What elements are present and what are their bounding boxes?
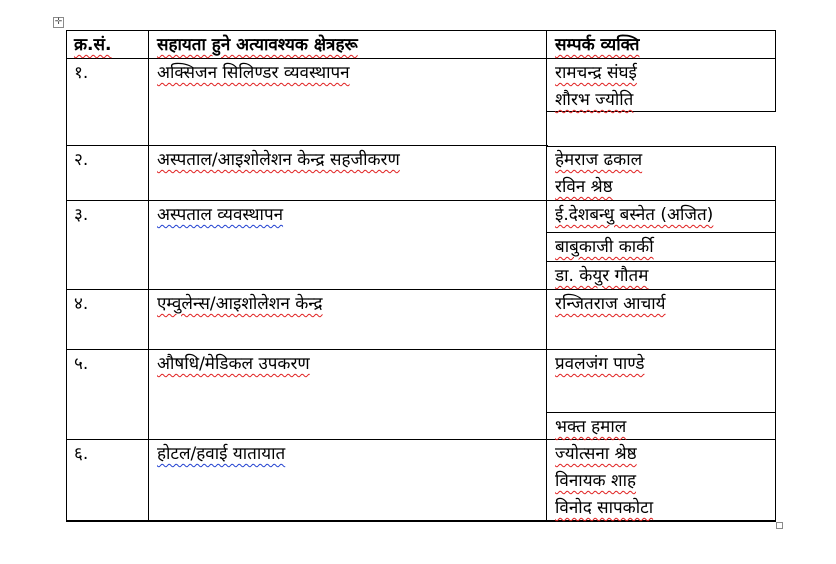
contact-person: प्रवलजंग पाण्डे — [555, 354, 645, 374]
row-area: एम्वुलेन्स/आइशोलेशन केन्द्र — [157, 294, 323, 314]
contact-person: विनायक शाह — [555, 471, 637, 491]
contact-person: विनोद सापकोटा — [555, 498, 654, 518]
row-area: अस्पताल व्यवस्थापन — [157, 205, 284, 225]
contact-person: ई.देशबन्धु बस्नेत (अजित) — [555, 205, 714, 225]
contact-person: शौरभ ज्योति — [555, 90, 634, 110]
row-area: होटल/हवाई यातायात — [157, 444, 286, 464]
contact-person: ज्योत्सना श्रेष्ठ — [555, 444, 637, 464]
table-rule — [66, 520, 776, 522]
table-rule — [775, 146, 776, 521]
row-serial: ३. — [74, 205, 89, 225]
table-rule — [66, 30, 776, 31]
contact-person: भक्त हमाल — [555, 417, 627, 437]
table-rule — [148, 30, 149, 521]
header-area: सहायता हुने अत्यावश्यक क्षेत्रहरू — [157, 35, 358, 55]
contact-person: बाबुकाजी कार्की — [555, 237, 654, 257]
contact-person: रामचन्द्र संघई — [555, 63, 637, 83]
header-contact: सम्पर्क व्यक्ति — [555, 35, 640, 55]
contact-person: हेमराज ढकाल — [555, 150, 643, 170]
row-area: औषधि/मेडिकल उपकरण — [157, 354, 310, 374]
row-area: अक्सिजन सिलिण्डर व्यवस्थापन — [157, 63, 350, 83]
contact-person: डा. केयुर गौतम — [555, 266, 649, 286]
table-rule — [775, 30, 776, 112]
table-rule — [66, 58, 776, 59]
table-rule — [546, 30, 547, 521]
contact-person: रविन श्रेष्ठ — [555, 177, 613, 197]
contact-person: रन्जितराज आचार्य — [555, 294, 666, 314]
table-rule — [546, 146, 776, 147]
table-rule — [546, 412, 776, 413]
header-serial: क्र.सं. — [74, 35, 112, 55]
table-rule — [546, 232, 776, 233]
row-area: अस्पताल/आइशोलेशन केन्द्र सहजीकरण — [157, 150, 400, 170]
table-resize-handle[interactable] — [776, 522, 783, 529]
table-rule — [546, 261, 776, 262]
table-rule — [66, 30, 67, 521]
table-rule — [66, 439, 776, 440]
table-rule — [66, 200, 776, 201]
table-rule — [66, 145, 548, 146]
row-serial: ६. — [74, 444, 89, 464]
row-serial: ४. — [74, 294, 89, 314]
table-move-handle[interactable] — [53, 17, 64, 28]
table-rule — [66, 349, 776, 350]
table-rule — [66, 289, 776, 290]
row-serial: १. — [74, 63, 89, 83]
move-cross-icon: ✛ — [54, 17, 63, 27]
row-serial: ५. — [74, 354, 89, 374]
table-rule — [546, 111, 776, 112]
row-serial: २. — [74, 150, 89, 170]
